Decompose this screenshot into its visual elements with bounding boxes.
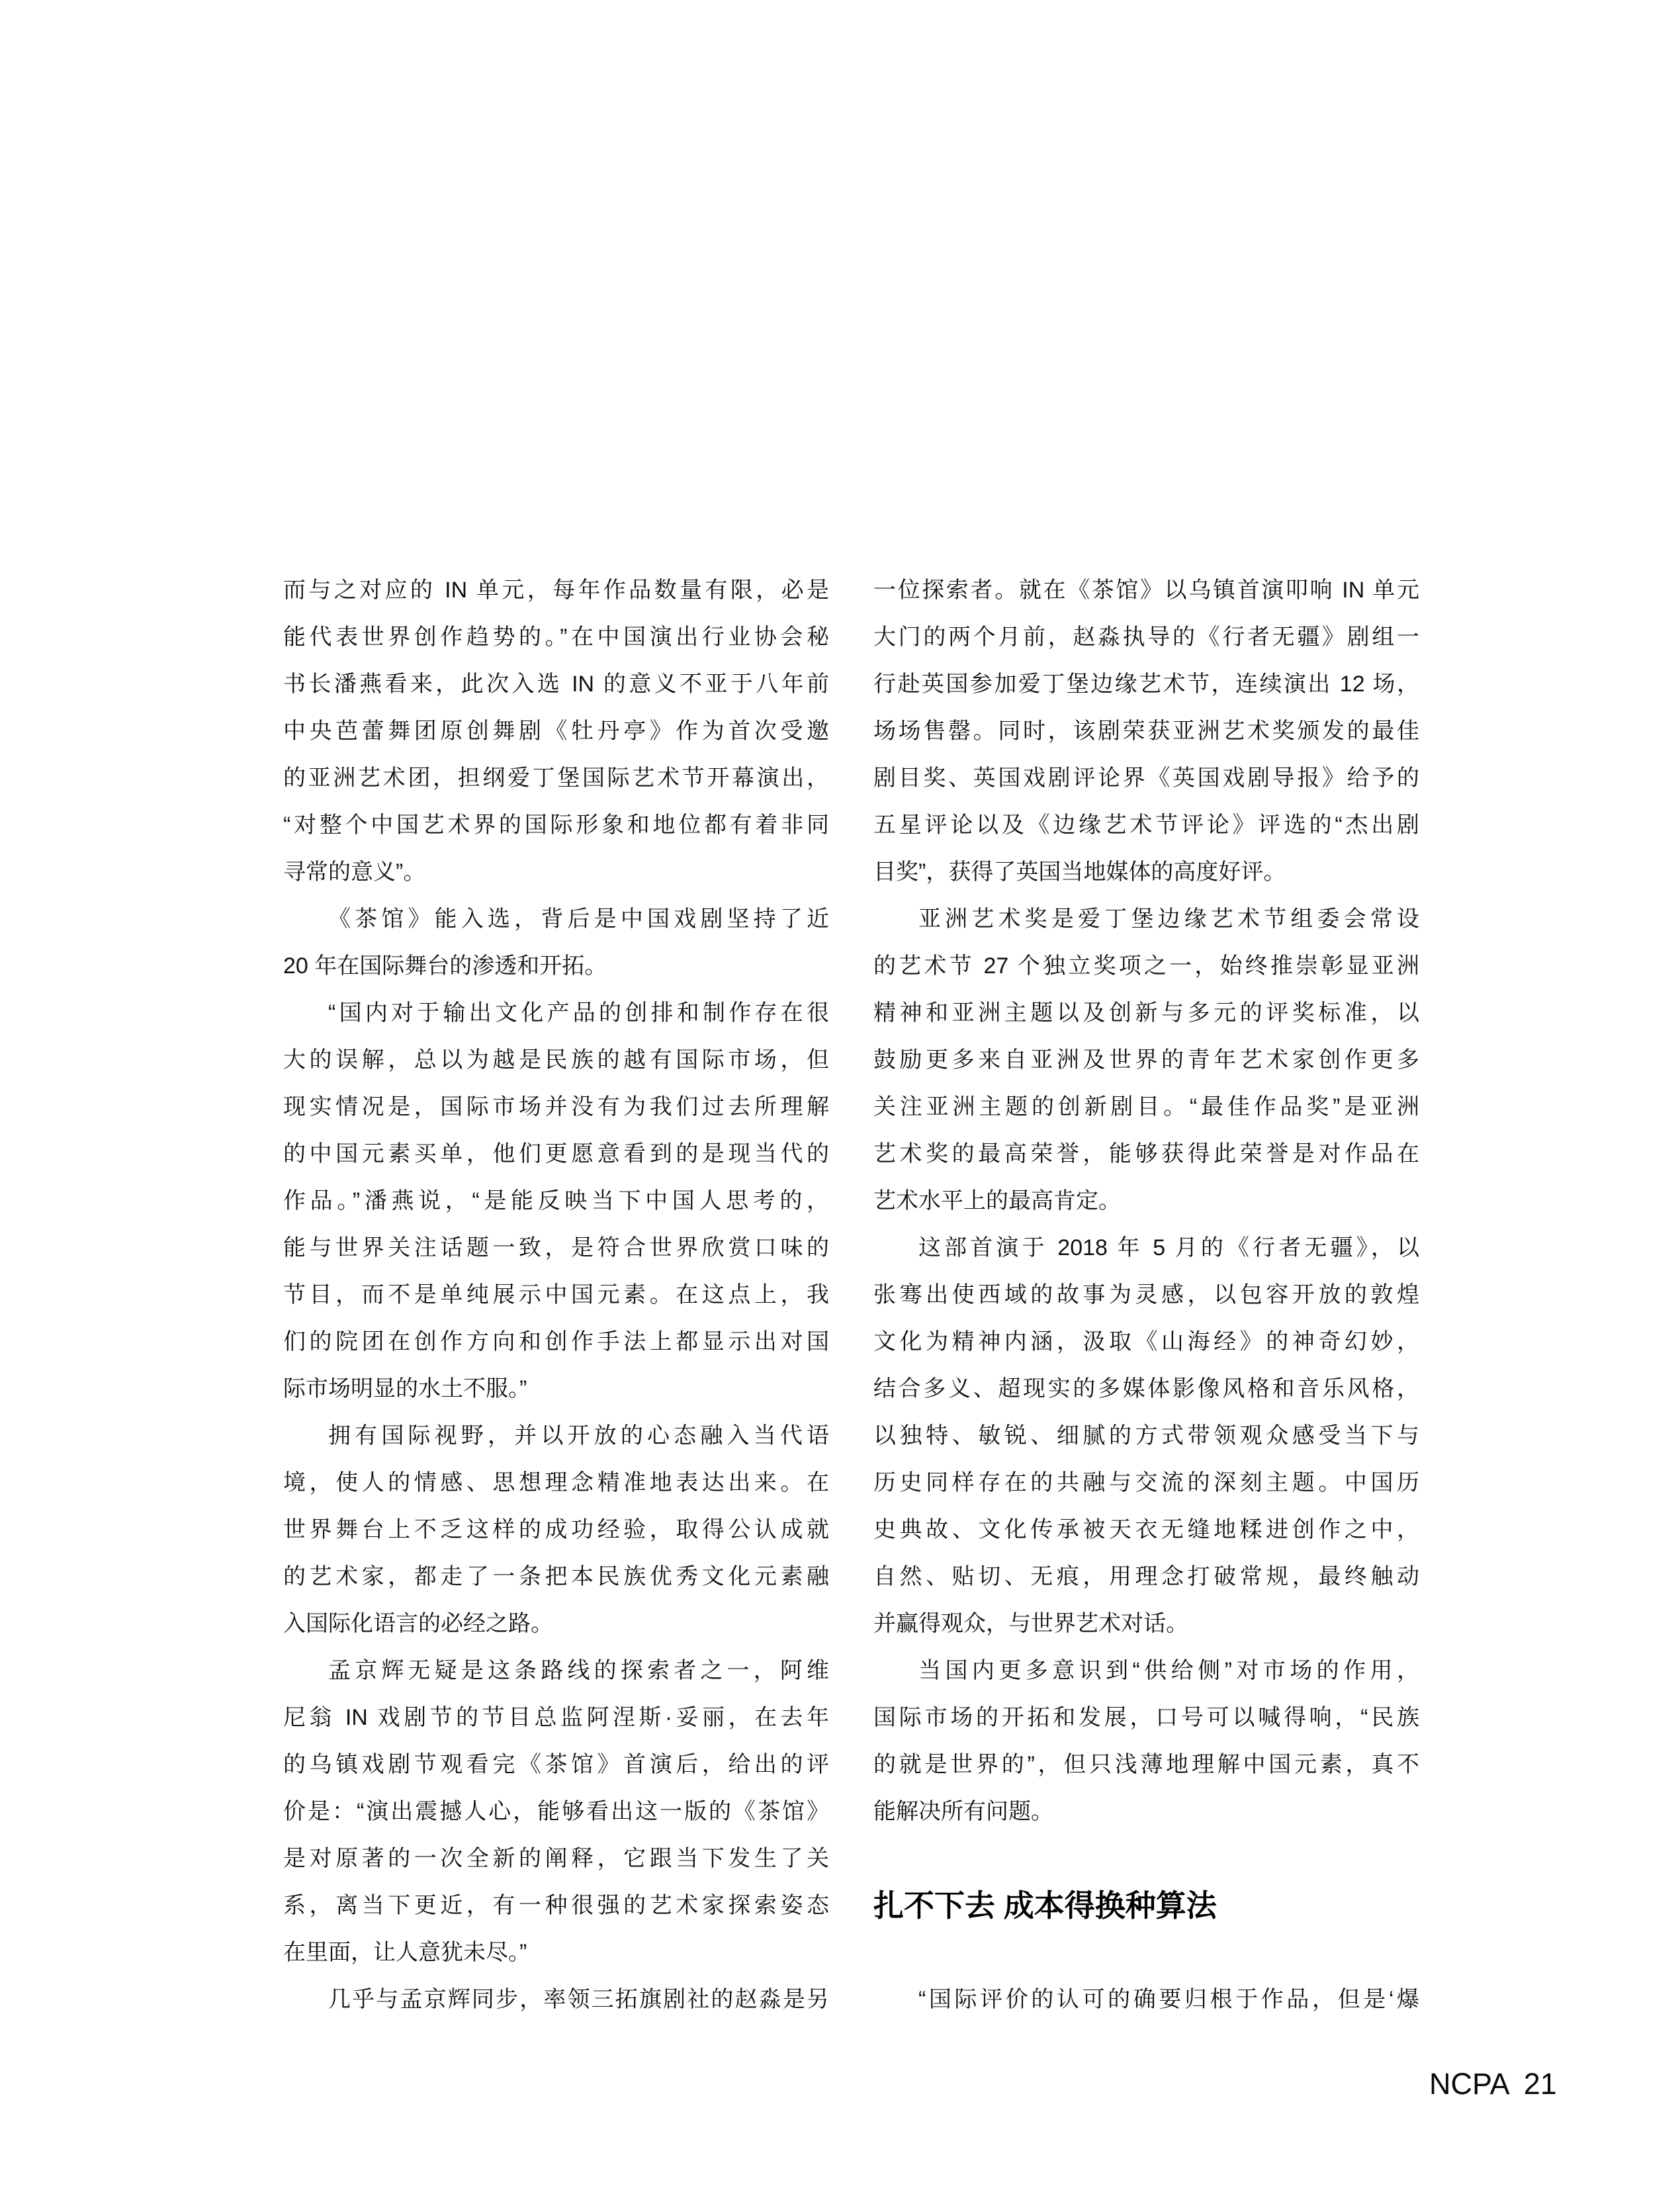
text-line: 以独特、敏锐、细腻的方式带领观众感受当下与: [873, 1423, 1419, 1448]
section-heading: 扎不下去 成本得换种算法: [873, 1888, 1217, 1923]
text-line: 鼓励更多来自亚洲及世界的青年艺术家创作更多: [873, 1047, 1419, 1072]
text-line: 目奖”，获得了英国当地媒体的高度好评。: [873, 859, 1286, 885]
text-line: 境，使人的情感、思想理念精准地表达出来。在: [283, 1470, 829, 1495]
text-line: 20 年在国际舞台的渗透和开拓。: [283, 953, 607, 979]
text-line: 孟京辉无疑是这条路线的探索者之一，阿维: [328, 1658, 829, 1683]
column-spacer: [873, 1929, 1419, 1976]
text-line: “国际评价的认可的确要归根于作品，但是‘爆: [918, 1987, 1419, 2012]
text-line: 的亚洲艺术团，担纲爱丁堡国际艺术节开幕演出，: [283, 766, 829, 791]
text-line: 大门的两个月前，赵淼执导的《行者无疆》剧组一: [873, 625, 1419, 650]
text-line: 能解决所有问题。: [873, 1799, 1053, 1824]
text-line: 节目，而不是单纯展示中国元素。在这点上，我: [283, 1282, 829, 1307]
text-line: 能与世界关注话题一致，是符合世界欣赏口味的: [283, 1235, 829, 1260]
text-line: 们的院团在创作方向和创作手法上都显示出对国: [283, 1329, 829, 1354]
text-line: 大的误解，总以为越是民族的越有国际市场，但: [283, 1047, 829, 1072]
text-line: 系，离当下更近，有一种很强的艺术家探索姿态: [283, 1893, 829, 1918]
text-line: 并赢得观众，与世界艺术对话。: [873, 1611, 1188, 1636]
text-line: 文化为精神内涵，汲取《山海经》的神奇幻妙，: [873, 1329, 1419, 1354]
text-line: 作品。”潘燕说，“是能反映当下中国人思考的，: [283, 1188, 829, 1213]
text-line: 的艺术节 27 个独立奖项之一，始终推崇彰显亚洲: [873, 953, 1419, 979]
text-line: 亚洲艺术奖是爱丁堡边缘艺术节组委会常设: [918, 906, 1419, 932]
text-line: 精神和亚洲主题以及创新与多元的评奖标准，以: [873, 1000, 1419, 1026]
text-line: 艺术奖的最高荣誉，能够获得此荣誉是对作品在: [873, 1141, 1419, 1166]
text-line: 拥有国际视野，并以开放的心态融入当代语: [328, 1423, 829, 1448]
text-line: 《茶馆》能入选，背后是中国戏剧坚持了近: [328, 906, 829, 932]
text-line: 行赴英国参加爱丁堡边缘艺术节，连续演出 12 场，: [873, 672, 1419, 697]
right-column: [873, 567, 1419, 2023]
text-line: 寻常的意义”。: [283, 859, 426, 885]
text-line: 五星评论以及《边缘艺术节评论》评选的“杰出剧: [873, 812, 1419, 838]
text-line: 场场售罄。同时，该剧荣获亚洲艺术奖颁发的最佳: [873, 719, 1419, 744]
text-line: 在里面，让人意犹未尽。”: [283, 1940, 527, 1965]
text-line: 的艺术家，都走了一条把本民族优秀文化元素融: [283, 1564, 829, 1589]
text-line: 一位探索者。就在《茶馆》以乌镇首演叩响 IN 单元: [873, 578, 1419, 603]
text-line: 剧目奖、英国戏剧评论界《英国戏剧导报》给予的: [873, 766, 1419, 791]
text-line: 能代表世界创作趋势的。”在中国演出行业协会秘: [283, 625, 829, 650]
page-footer: [1429, 2067, 1557, 2101]
text-line: 几乎与孟京辉同步，率领三拓旗剧社的赵淼是另: [328, 1987, 829, 2012]
text-line: 国际市场的开拓和发展，口号可以喊得响，“民族: [873, 1705, 1419, 1730]
text-line: 的就是世界的”，但只浅薄地理解中国元素，真不: [873, 1752, 1419, 1777]
text-line: 结合多义、超现实的多媒体影像风格和音乐风格，: [873, 1376, 1419, 1401]
left-column: [283, 567, 829, 2023]
text-line: 的中国元素买单，他们更愿意看到的是现当代的: [283, 1141, 829, 1166]
text-line: 现实情况是，国际市场并没有为我们过去所理解: [283, 1094, 829, 1119]
column-spacer: [873, 1835, 1419, 1882]
text-line: 自然、贴切、无痕，用理念打破常规，最终触动: [873, 1564, 1419, 1589]
text-line: 入国际化语言的必经之路。: [283, 1611, 553, 1636]
text-line: 的乌镇戏剧节观看完《茶馆》首演后，给出的评: [283, 1752, 829, 1777]
page-number: 21: [1523, 2067, 1557, 2101]
text-line: 际市场明显的水土不服。”: [283, 1376, 527, 1401]
text-line: 尼翁 IN 戏剧节的节目总监阿涅斯·妥丽，在去年: [283, 1705, 829, 1730]
footer-brand: NCPA: [1429, 2067, 1510, 2101]
text-line: “对整个中国艺术界的国际形象和地位都有着非同: [283, 812, 829, 838]
text-line: 中央芭蕾舞团原创舞剧《牡丹亭》作为首次受邀: [283, 719, 829, 744]
text-line: 这部首演于 2018 年 5 月的《行者无疆》，以: [918, 1235, 1419, 1260]
text-line: 书长潘燕看来，此次入选 IN 的意义不亚于八年前: [283, 672, 829, 697]
text-line: 历史同样存在的共融与交流的深刻主题。中国历: [873, 1470, 1419, 1495]
text-line: “国内对于输出文化产品的创排和制作存在很: [328, 1000, 829, 1026]
text-line: 张骞出使西域的故事为灵感，以包容开放的敦煌: [873, 1282, 1419, 1307]
text-line: 世界舞台上不乏这样的成功经验，取得公认成就: [283, 1517, 829, 1542]
text-line: 是对原著的一次全新的阐释，它跟当下发生了关: [283, 1846, 829, 1871]
text-line: 而与之对应的 IN 单元，每年作品数量有限，必是: [283, 578, 829, 603]
text-line: 价是：“演出震撼人心，能够看出这一版的《茶馆》: [283, 1799, 829, 1824]
text-line: 当国内更多意识到“供给侧”对市场的作用，: [918, 1658, 1419, 1683]
text-line: 关注亚洲主题的创新剧目。“最佳作品奖”是亚洲: [873, 1094, 1419, 1119]
text-line: 史典故、文化传承被天衣无缝地糅进创作之中，: [873, 1517, 1419, 1542]
text-line: 艺术水平上的最高肯定。: [873, 1188, 1121, 1213]
